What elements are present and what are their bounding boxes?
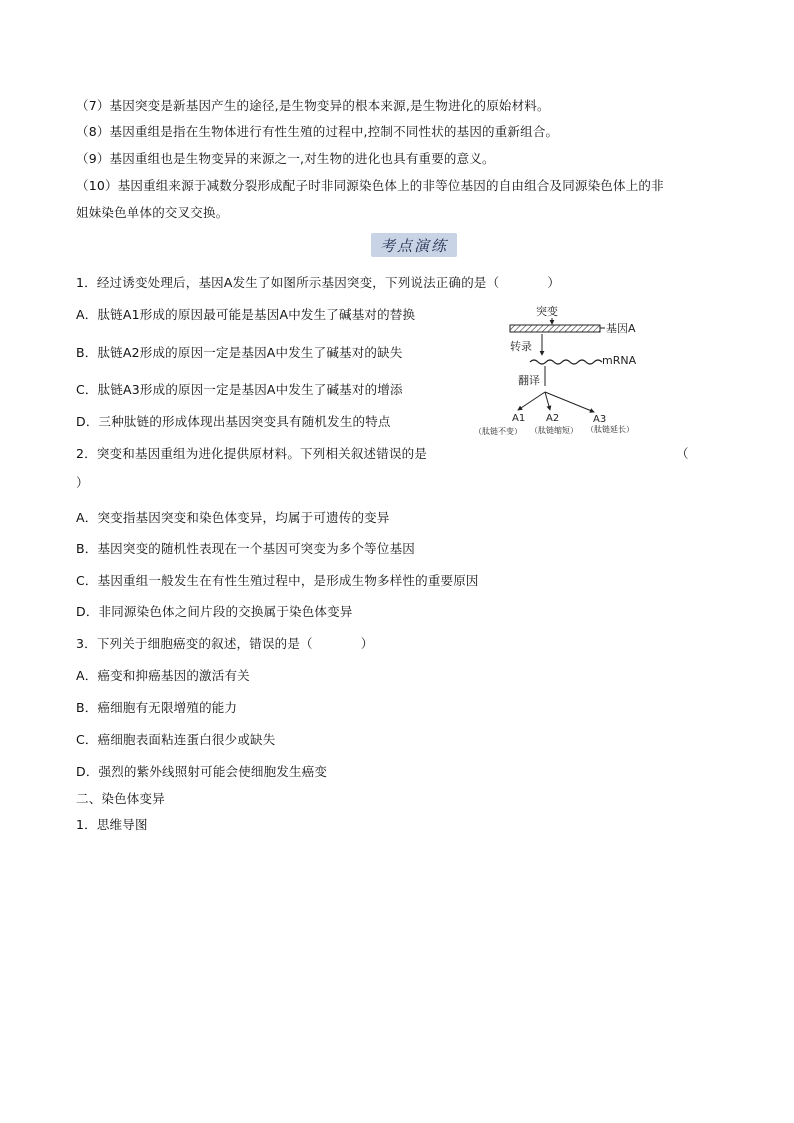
arrow-to-a2 [545, 392, 550, 410]
note-9: （9）基因重组也是生物变异的来源之一,对生物的进化也具有重要的意义。 [76, 151, 495, 166]
q3-option-a: A．癌变和抑癌基因的激活有关 [76, 668, 250, 683]
q3-stem-text: 3．下列关于细胞癌变的叙述，错误的是（ [76, 636, 313, 651]
q2-stem: 2．突变和基因重组为进化提供原材料。下列相关叙述错误的是 [76, 446, 428, 461]
arrow-to-a1 [518, 392, 545, 410]
product-a2-note: （肽链缩短） [530, 426, 578, 435]
product-a3: A3 [593, 414, 607, 425]
q1-stem-text: 1．经过诱变处理后，基因A发生了如图所示基因突变，下列说法正确的是（ [76, 275, 500, 290]
q1-option-b: B．肽链A2形成的原因一定是基因A中发生了碱基对的缺失 [76, 345, 403, 360]
q1-option-a: A．肽链A1形成的原因最可能是基因A中发生了碱基对的替换 [76, 307, 416, 322]
q3-stem-close: ） [360, 636, 374, 651]
q2-option-a: A．突变指基因突变和染色体变异，均属于可遗传的变异 [76, 510, 390, 525]
q1-option-d: D．三种肽链的形成体现出基因突变具有随机发生的特点 [76, 414, 391, 429]
note-10-line1: （10）基因重组来源于减数分裂形成配子时非同源染色体上的非等位基因的自由组合及同源染色体上的非 [76, 178, 664, 193]
figure-mrna-label: mRNA [602, 354, 637, 367]
section2-title: 二、染色体变异 [76, 791, 165, 806]
q3-option-d: D．强烈的紫外线照射可能会使细胞发生癌变 [76, 764, 328, 779]
q1-stem-close: ） [547, 275, 561, 290]
product-a2: A2 [546, 413, 560, 424]
gene-a-bar [510, 325, 600, 332]
figure-translation-label: 翻译 [518, 374, 540, 387]
figure-transcription-label: 转录 [510, 340, 532, 353]
q1-option-c: C．肽链A3形成的原因一定是基因A中发生了碱基对的增添 [76, 382, 403, 397]
gene-mutation-figure [474, 300, 675, 440]
note-8: （8）基因重组是指在生物体进行有性生殖的过程中,控制不同性状的基因的重新组合。 [76, 124, 559, 139]
product-a3-note: （肽链延长） [586, 425, 634, 434]
q2-paren-open: （ [676, 446, 689, 461]
q2-option-c: C．基因重组一般发生在有性生殖过程中，是形成生物多样性的重要原因 [76, 573, 479, 588]
gene-mutation-svg [474, 300, 675, 440]
product-a1-note: （肽链不变） [474, 427, 522, 436]
section2-item1: 1．思维导图 [76, 817, 148, 832]
q2-option-b: B．基因突变的随机性表现在一个基因可突变为多个等位基因 [76, 541, 415, 556]
figure-mutation-label: 突变 [536, 305, 558, 318]
section-heading: 考点演练 [371, 233, 457, 257]
mrna-strand [530, 360, 602, 364]
q1-stem [76, 274, 560, 292]
q3-option-b: B．癌细胞有无限增殖的能力 [76, 700, 238, 715]
q3-stem [76, 635, 373, 653]
q2-option-d: D．非同源染色体之间片段的交换属于染色体变异 [76, 604, 353, 619]
note-10-line2: 姐妹染色单体的交叉交换。 [76, 205, 229, 220]
product-a1: A1 [512, 413, 526, 424]
figure-gene-label: 基因A [606, 322, 636, 335]
arrow-to-a3 [545, 392, 594, 412]
note-7: （7）基因突变是新基因产生的途径,是生物变异的根本来源,是生物进化的原始材料。 [76, 98, 550, 113]
q2-paren-close: ） [76, 475, 89, 490]
q3-option-c: C．癌细胞表面粘连蛋白很少或缺失 [76, 732, 276, 747]
